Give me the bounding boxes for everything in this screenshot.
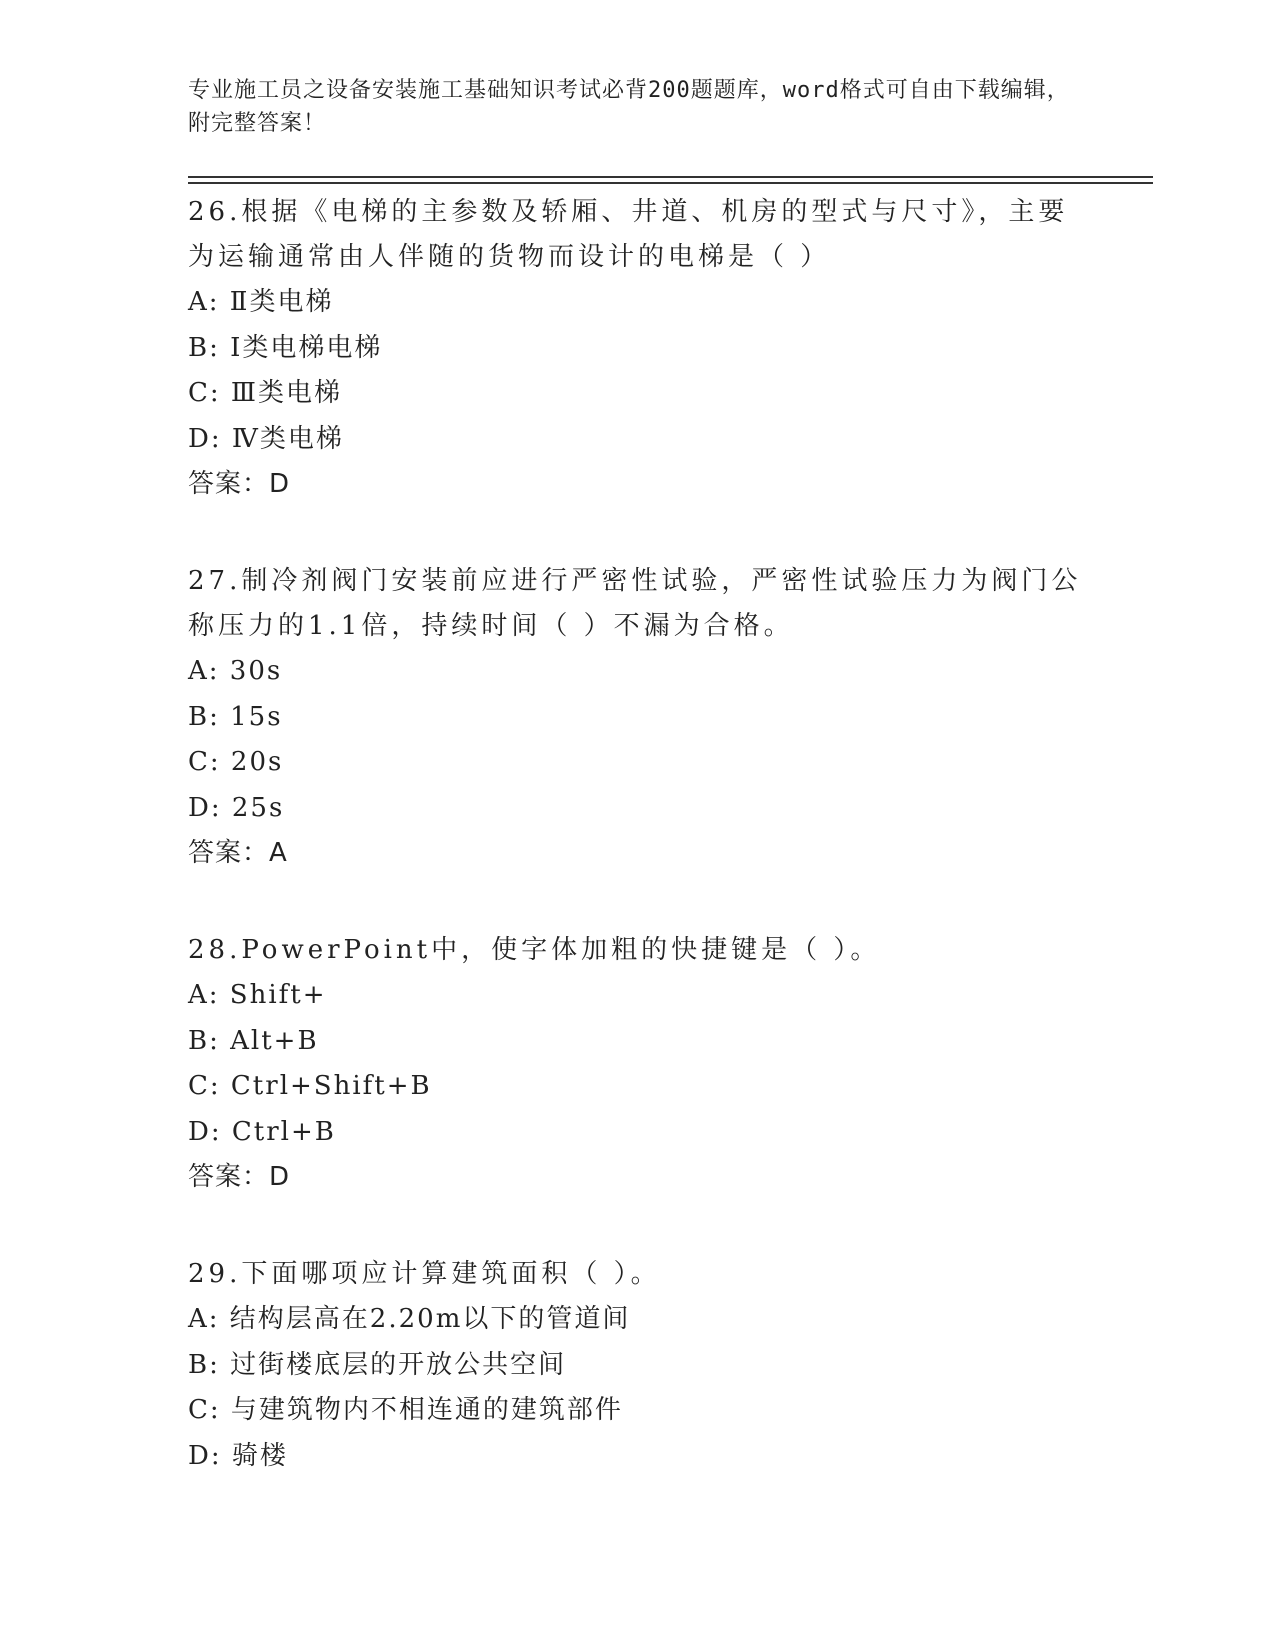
option-d: D: 骑楼 [188,1440,288,1471]
question-stem: 27.制冷剂阀门安装前应进行严密性试验，严密性试验压力为阀门公称压力的1.1倍，持续时间（ ）不漏为合格。 [188,566,1082,641]
question-28 [188,928,1088,1200]
option-c: C: 20s [188,747,284,777]
question-stem: 28.PowerPoint中，使字体加粗的快捷键是（ ）。 [188,935,881,965]
option-a: A: Shift+ [188,980,327,1010]
option-d: D: Ctrl+B [188,1116,336,1147]
answer-line: 答案：D [188,469,291,499]
option-a: A: Ⅱ类电梯 [188,287,334,317]
header-divider-bottom [188,182,1153,184]
option-c: C: Ⅲ类电梯 [188,378,342,408]
document-header: 专业施工员之设备安装施工基础知识考试必背200题题库，word格式可自由下载编辑，附完整答案！ [188,78,1070,136]
answer-line: 答案：A [188,838,288,868]
option-c: C: 与建筑物内不相连通的建筑部件 [188,1395,623,1425]
question-29 [188,1252,1088,1479]
option-b: B: Alt+B [188,1025,319,1056]
option-b: B: Ⅰ类电梯电梯 [188,332,383,363]
question-27 [188,559,1088,876]
question-stem: 29.下面哪项应计算建筑面积（ ）。 [188,1259,661,1289]
option-d: D: Ⅳ类电梯 [188,423,344,454]
header-divider-top [188,176,1153,178]
option-c: C: Ctrl+Shift+B [188,1071,432,1101]
option-a: A: 30s [188,656,283,686]
question-stem: 26.根据《电梯的主参数及轿厢、井道、机房的型式与尺寸》，主要为运输通常由人伴随的货物而设计的电梯是（ ） [188,197,1069,272]
option-b: B: 15s [188,701,283,732]
option-b: B: 过街楼底层的开放公共空间 [188,1349,567,1380]
question-list [188,190,1088,1531]
option-a: A: 结构层高在2.20m以下的管道间 [188,1304,631,1334]
question-26 [188,190,1088,507]
answer-line: 答案：D [188,1162,291,1192]
option-d: D: 25s [188,792,285,823]
